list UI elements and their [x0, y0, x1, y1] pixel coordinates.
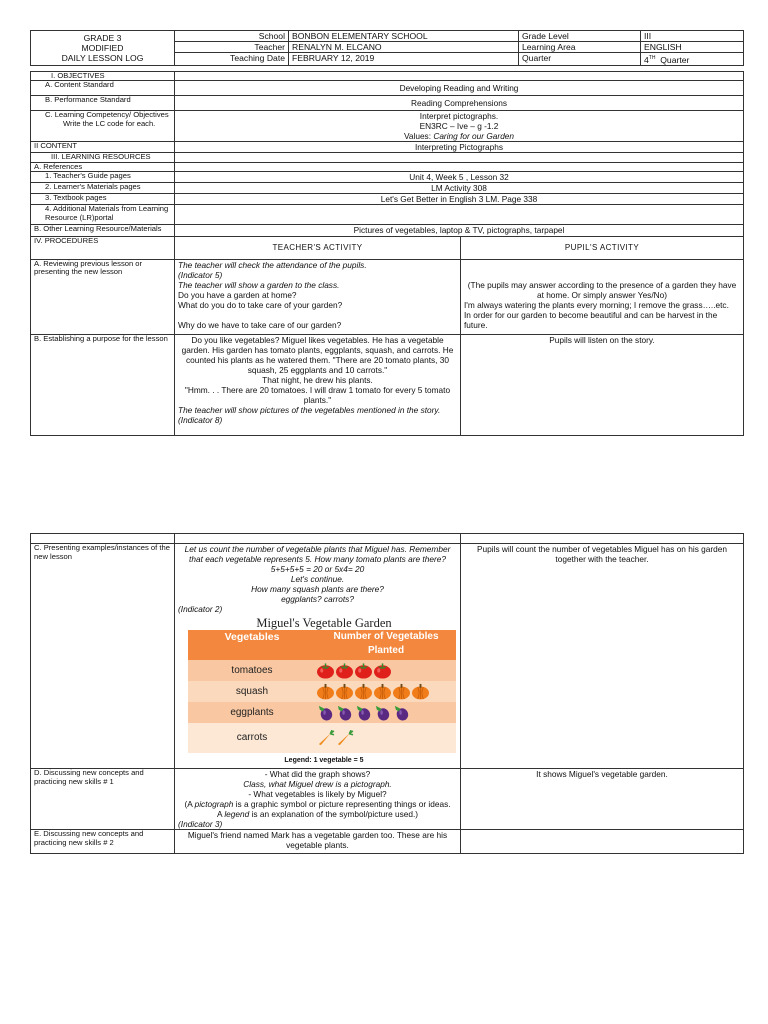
procedures-heading: IV. PROCEDURES [31, 236, 175, 259]
proc-e-teacher: Miguel's friend named Mark has a vegetable garden too. These are his vegetable plants. [175, 830, 461, 854]
competency-value [175, 111, 744, 142]
proc-d-t5a: A [216, 809, 225, 819]
pictograph-row [188, 723, 456, 753]
date-value: FEBRUARY 12, 2019 [289, 53, 519, 66]
content-standard-label: A. Content Standard [31, 81, 175, 96]
proc-c-t3: Let's continue. [290, 574, 345, 584]
proc-b-t1: Do you like vegetables? Miguel likes vegetables. He has a vegetable garden. His garden has tomato plants, eggplants, squash, and carrots. He counted his plants as he watered them. "There are 20 tomato plants, 30 squash, 25 eggplants and 10 carrots." [181, 334, 454, 375]
proc-d-t4a: (A [184, 799, 195, 809]
performance-standard-label: B. Performance Standard [31, 96, 175, 111]
proc-b-t5: (Indicator 8) [178, 414, 223, 425]
competency-note: Write the LC code for each. [63, 118, 156, 128]
eggplant-icon [335, 704, 354, 721]
proc-a-t3: The teacher will show a garden to the class. [178, 279, 340, 290]
page-two [30, 533, 743, 854]
quarter-value [641, 53, 744, 66]
content-label: II CONTENT [31, 142, 175, 153]
additional-materials-value [175, 205, 744, 225]
squash-icon [392, 683, 411, 700]
competency-line1: Interpret pictographs. [419, 111, 499, 122]
other-resources-label: B. Other Learning Resource/Materials [31, 225, 175, 237]
proc-b-label: B. Establishing a purpose for the lesson [31, 334, 175, 435]
main-table-page2 [30, 533, 744, 854]
proc-b-teacher [175, 334, 461, 435]
squash-icon [411, 683, 430, 700]
references-blank [175, 162, 744, 172]
proc-a-p3: In order for our garden to become beautiful and can be harvest in the future. [464, 309, 718, 330]
competency-code: EN3RC – Ive – g -1.2 [419, 121, 499, 132]
pictograph-col-number: Number of Vegetables Planted [316, 630, 456, 660]
proc-c-t2: 5+5+5+5 = 20 or 5x4= 20 [270, 564, 365, 574]
proc-a-t4: Do you have a garden at home? [178, 289, 297, 300]
pictograph-row-label: carrots [188, 723, 316, 753]
proc-c-t5: eggplants? carrots? [281, 594, 354, 604]
competency-label-text: C. Learning Competency/ Objectives [45, 110, 169, 120]
pictograph [188, 618, 460, 766]
objectives-blank [175, 71, 744, 81]
proc-a-label: A. Reviewing previous lesson or presenting the new lesson [31, 259, 175, 334]
grade-level-value: III [641, 31, 744, 42]
modified-text: MODIFIED [81, 42, 124, 53]
learning-area-value: ENGLISH [641, 42, 744, 53]
proc-a-t5: What do you do to take care of your garden? [178, 299, 343, 310]
page-one [30, 30, 743, 436]
proc-a-p2: I'm always watering the plants every morning; I remove the grass…..etc. [464, 299, 729, 310]
pictograph-col-vegetables: Vegetables [188, 630, 316, 660]
objectives-heading: I. OBJECTIVES [31, 71, 175, 81]
squash-icon [354, 683, 373, 700]
proc-d-label: D. Discussing new concepts and practicing new skills # 1 [31, 769, 175, 830]
blank-row-teacher [175, 534, 461, 544]
school-label: School [175, 31, 289, 42]
content-standard-value: Developing Reading and Writing [175, 81, 744, 96]
proc-b-t4: The teacher will show pictures of the vegetables mentioned in the story. [178, 404, 441, 415]
proc-c-t1: Let us count the number of vegetable plants that Miguel has. Remember that each vegetable represents 5. How many tomato plants are there? [184, 544, 451, 564]
proc-d-teacher [175, 769, 461, 830]
pictograph-legend: Legend: 1 vegetable = 5 [284, 757, 364, 764]
pictograph-header-row [188, 630, 456, 660]
content-value: Interpreting Pictographs [175, 142, 744, 153]
eggplant-icon [316, 704, 335, 721]
teacher-label: Teacher [175, 42, 289, 53]
textbook-pages-label: 3. Textbook pages [31, 194, 175, 205]
teacher-value: RENALYN M. ELCANO [289, 42, 519, 53]
proc-c-t6: (Indicator 2) [178, 604, 223, 614]
proc-a-teacher [175, 259, 461, 334]
squash-icon [316, 683, 335, 700]
pictograph-table [188, 630, 456, 753]
pictograph-row [188, 660, 456, 681]
proc-c-label: C. Presenting examples/instances of the new lesson [31, 544, 175, 769]
squash-icon [373, 683, 392, 700]
eggplant-icon [392, 704, 411, 721]
tg-pages-label: 1. Teacher's Guide pages [31, 172, 175, 183]
proc-a-t1: The teacher will check the attendance of the pupils. [178, 259, 367, 270]
proc-d-t5c: is an explanation of the symbol/picture used.) [249, 809, 419, 819]
textbook-pages-value: Let's Get Better in English 3 LM. Page 338 [175, 194, 744, 205]
grade-level-label: Grade Level [519, 31, 641, 42]
tomato-icon [373, 662, 392, 679]
carrot-icon [335, 730, 354, 747]
pictograph-icons-squash [316, 681, 456, 702]
proc-d-t5 [178, 809, 457, 819]
pictograph-row [188, 702, 456, 723]
performance-standard-value: Reading Comprehensions [175, 96, 744, 111]
proc-b-t2: That night, he drew his plants. [262, 374, 373, 385]
tg-pages-value: Unit 4, Week 5 , Lesson 32 [175, 172, 744, 183]
pictograph-icons-eggplants [316, 702, 456, 723]
quarter-sup: TH [648, 55, 656, 61]
competency-values [178, 131, 740, 141]
blank-row-label [31, 534, 175, 544]
competency-label [31, 111, 175, 142]
proc-a-t2: (Indicator 5) [178, 269, 223, 280]
lesson-log-title [31, 31, 175, 66]
lm-pages-value: LM Activity 308 [175, 183, 744, 194]
proc-d-t3: - What vegetables is likely by Miguel? [248, 789, 387, 799]
eggplant-icon [373, 704, 392, 721]
main-table-page1 [30, 71, 744, 436]
proc-d-t4c: is a graphic symbol or picture representing things or ideas. [233, 799, 451, 809]
proc-c-t4: How many squash plants are there? [251, 584, 384, 594]
quarter-label: Quarter [519, 53, 641, 66]
resources-blank [175, 153, 744, 163]
learning-area-label: Learning Area [519, 42, 641, 53]
eggplant-icon [354, 704, 373, 721]
squash-icon [335, 683, 354, 700]
proc-d-t4b: pictograph [194, 799, 234, 809]
other-resources-value: Pictures of vegetables, laptop & TV, pictographs, tarpapel [175, 225, 744, 237]
tomato-icon [335, 662, 354, 679]
proc-d-pupil: It shows Miguel's vegetable garden. [461, 769, 744, 830]
tomato-icon [316, 662, 335, 679]
pictograph-icons-carrots [316, 723, 456, 753]
values-value: Caring for our Garden [433, 131, 515, 142]
proc-e-label: E. Discussing new concepts and practicing new skills # 2 [31, 830, 175, 854]
pictograph-row [188, 681, 456, 702]
proc-d-t6: (Indicator 3) [178, 819, 223, 829]
log-title-text: DAILY LESSON LOG [61, 52, 144, 63]
blank-row-pupil [461, 534, 744, 544]
tomato-icon [354, 662, 373, 679]
proc-b-pupil: Pupils will listen on the story. [461, 334, 744, 435]
pictograph-row-label: squash [188, 681, 316, 702]
proc-d-t4 [178, 799, 457, 809]
proc-a-p1: (The pupils may answer according to the presence of a garden they have at home. Or simply answer Yes/No) [467, 279, 737, 300]
proc-d-t5b: legend [224, 809, 250, 819]
header-table [30, 30, 744, 66]
pupil-activity-header: PUPIL'S ACTIVITY [461, 236, 744, 259]
pictograph-icons-tomatoes [316, 660, 456, 681]
proc-d-t2: Class, what Miguel drew is a pictograph. [243, 779, 392, 789]
proc-b-t3: "Hmm. . . There are 20 tomatoes. I will draw 1 tomato for every 5 tomato plants." [184, 384, 451, 405]
grade-text: GRADE 3 [83, 32, 122, 43]
proc-c-pupil: Pupils will count the number of vegetables Miguel has on his garden together with the teacher. [461, 544, 744, 769]
pictograph-row-label: tomatoes [188, 660, 316, 681]
additional-materials-label: 4. Additional Materials from Learning Resource (LR)portal [31, 205, 175, 225]
date-label: Teaching Date [175, 53, 289, 66]
values-label: Values: [403, 131, 434, 142]
proc-d-t1: - What did the graph shows? [264, 769, 371, 779]
quarter-num: 4 [644, 54, 649, 65]
proc-a-pupil [461, 259, 744, 334]
pictograph-title: Miguel's Vegetable Garden [256, 616, 392, 630]
lm-pages-label: 2. Learner's Materials pages [31, 183, 175, 194]
quarter-word: Quarter [660, 54, 690, 65]
pictograph-row-label: eggplants [188, 702, 316, 723]
teacher-activity-header: TEACHER'S ACTIVITY [175, 236, 461, 259]
proc-e-pupil [461, 830, 744, 854]
resources-heading: III. LEARNING RESOURCES [31, 153, 175, 163]
proc-a-t6: Why do we have to take care of our garden? [178, 319, 342, 330]
references-label: A. References [31, 162, 175, 172]
carrot-icon [316, 730, 335, 747]
school-value: BONBON ELEMENTARY SCHOOL [289, 31, 519, 42]
proc-c-teacher [175, 544, 461, 769]
